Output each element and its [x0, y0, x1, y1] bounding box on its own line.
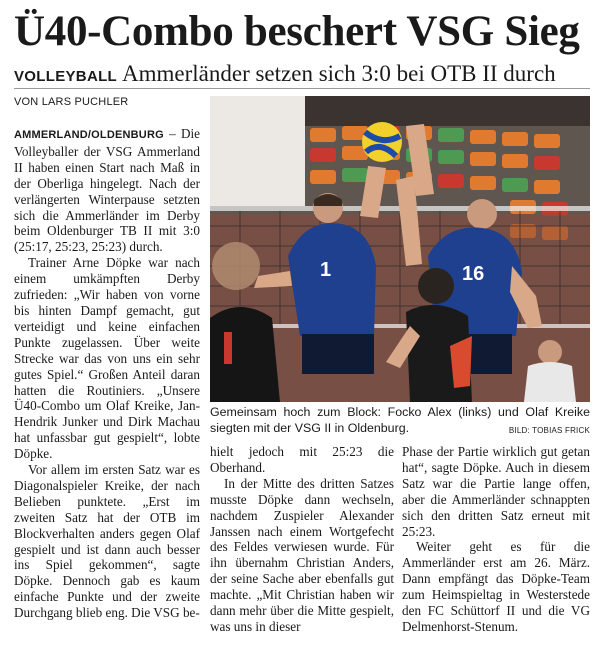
- photo-caption: [210, 404, 590, 439]
- photo-credit: BILD: TOBIAS FRICK: [508, 426, 590, 435]
- caption-text: Gemeinsam hoch zum Block: Focko Alex (links) und Olaf Kreike siegten mit der VSG II in Oldenburg.: [210, 405, 590, 435]
- byline: VON LARS PUCHLER: [14, 96, 129, 108]
- paragraph-3-continued: hielt jedoch mit 25:23 die Oberhand.: [210, 444, 394, 475]
- paragraph-4: In der Mitte des dritten Satzes musste Döpke dann wechseln, nachdem Zuspieler Alexander Janssen nach einem Wortgefecht des Feldes verwiesen wurde. Für ihn übernahm Christian Anders, der seine Sache aber ebenfalls gut machte. „Mit Christian haben wir dann mehr über die Mitte gespielt, was uns in dieser: [210, 475, 394, 634]
- paragraph-2: Trainer Arne Döpke war nach einem umkämpften Derby zufrieden: „Wir haben von vorne bis hinten Dampf gemacht, gut verteidigt und keine einfachen Punkte zugelassen. Über weite Strecke war das von uns ein sehr gutes Spiel.“ Großen Anteil daran hatten die Routiniers. „Unsere Ü40-Combo um Olaf Kreike, Jan-Hendrik Junker und Dirk Machau hat unfassbar gut gespielt“, lobte Döpke.: [14, 255, 200, 462]
- dateline: AMMERLAND/OLDENBURG: [14, 129, 164, 141]
- paragraph-4-continued: Phase der Partie wirklich gut getan hat“, sagte Döpke. Auch in diesem Satz war die Partie lange offen, aber die Ammerländer schnappten sich den dritten Satz erneut mit 25:23.: [402, 444, 590, 539]
- text-column-2: [210, 444, 394, 635]
- lead-text: – Die Volleyballer der VSG Ammerland II haben einen Start nach Maß in der Oberliga hingelegt. Nach der verlängerten Winterpause setzten sich die Ammerländer im Derby beim Oldenburger TB II mit 3:0 (25:17, 25:23, 25:23) durch.: [14, 126, 200, 255]
- ball-icon: [362, 122, 402, 162]
- subline: [14, 60, 590, 91]
- subtitle: Ammerländer setzen sich 3:0 bei OTB II durch: [122, 61, 556, 86]
- text-column-1: [14, 126, 200, 621]
- lead-paragraph: [14, 126, 200, 255]
- paragraph-3: Vor allem im ersten Satz war es Diagonalspieler Kreike, der nach Belieben punktete. „Erst im zweiten Satz hat der OTB im Blockverhalten anders gegen Olaf gespielt und ist dann auch besser ins Spiel gekommen“, sagte Döpke. Dennoch gab es kaum einfache Punkte und der zweite Durchgang blieb eng. Die VSG be-: [14, 462, 200, 621]
- headline-rule: [14, 88, 590, 89]
- paragraph-5: Weiter geht es für die Ammerländer erst am 26. März. Dann empfängt das Döpke-Team zum Heimspieltag in Westerstede den FC Schüttorf II und die VG Delmenhorst-Stenum.: [402, 539, 590, 634]
- volleyball-photo: [210, 96, 590, 402]
- kicker: VOLLEYBALL: [14, 68, 117, 85]
- jersey-number-right: 16: [462, 263, 485, 285]
- text-column-3: [402, 444, 590, 635]
- jersey-number-left: 1: [320, 259, 332, 281]
- headline: Ü40-Combo beschert VSG Sieg: [14, 8, 580, 55]
